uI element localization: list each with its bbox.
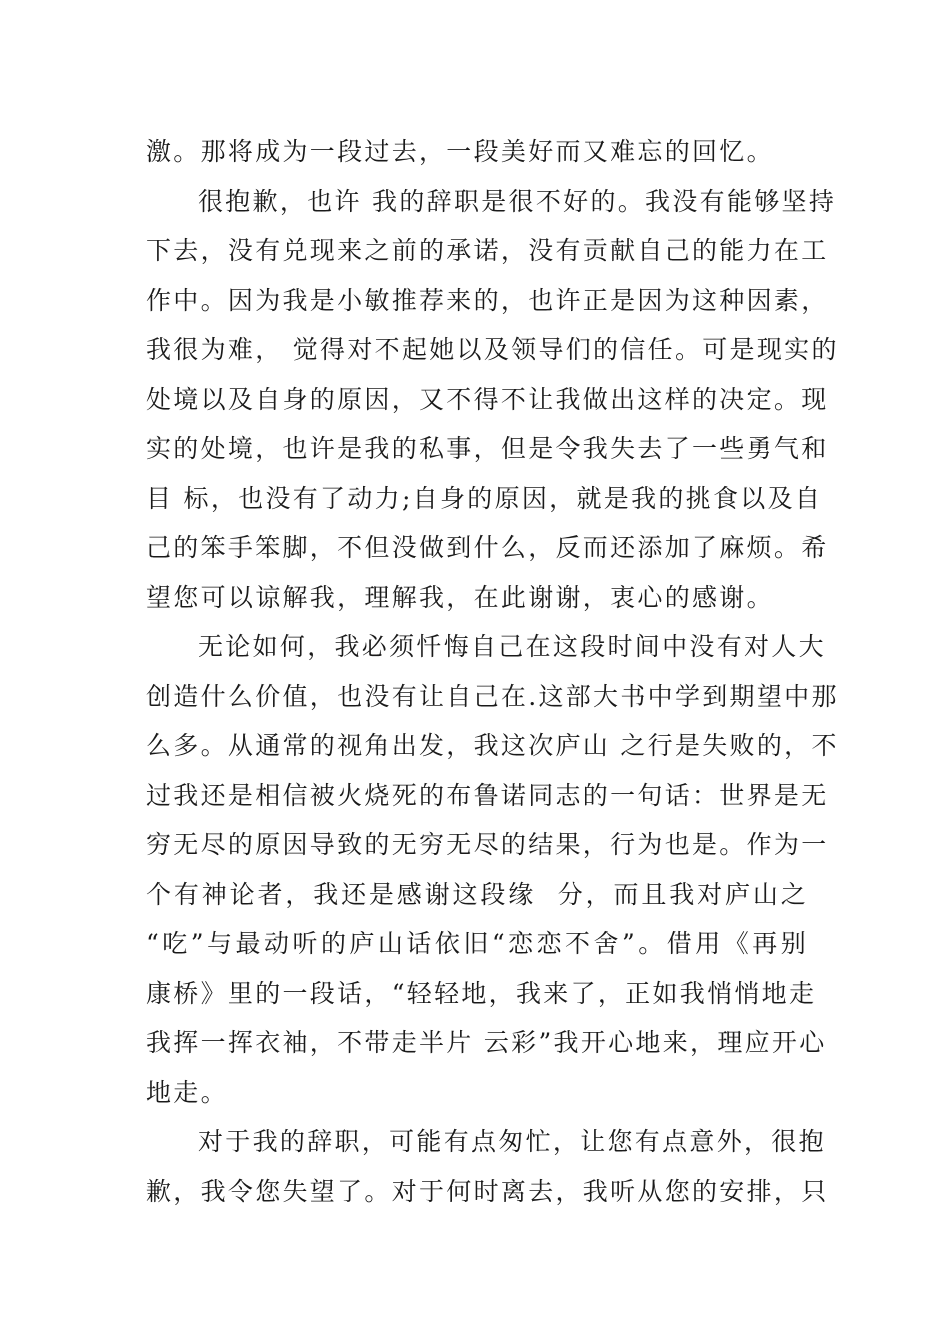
text-line: 实的处境，也许是我的私事，但是令我失去了一些勇气和 [146, 434, 829, 463]
text-line: 么多。从通常的视角出发，我这次庐山 之行是失败的，不 [146, 731, 839, 760]
text-line: 下去，没有兑现来之前的承诺，没有贡献自己的能力在工 [146, 236, 829, 265]
text-line: 创造什么价值，也没有让自己在.这部大书中学到期望中那 [146, 681, 839, 711]
text-line: 处境以及自身的原因，又不得不让我做出这样的决定。现 [146, 384, 829, 414]
text-line: “吃”与最动听的庐山话依旧“恋恋不舍”。借用《再别 [146, 929, 808, 958]
paragraph-first-line: 很抱歉，也许 我的辞职是很不好的。我没有能够坚持 [198, 186, 837, 216]
text-line: 我很为难， 觉得对不起她以及领导们的信任。可是现实的 [146, 335, 839, 364]
text-line: 歉，我令您失望了。对于何时离去，我听从您的安排，只 [146, 1176, 829, 1206]
text-line: 目 标，也没有了动力;自身的原因，就是我的挑食以及自 [146, 483, 823, 513]
text-line: 我挥一挥衣袖，不带走半片 云彩”我开心地来，理应开心 [146, 1028, 827, 1057]
text-line: 穷无尽的原因导致的无穷无尽的结果，行为也是。作为一 [146, 830, 829, 859]
text-line: 己的笨手笨脚，不但没做到什么，反而还添加了麻烦。希 [146, 533, 829, 562]
text-line: 激。那将成为一段过去，一段美好而又难忘的回忆。 [146, 137, 774, 166]
paragraph-last-line: 地走。 [146, 1077, 228, 1107]
paragraph-first-line: 无论如何，我必须忏悔自己在这段时间中没有对人大 [198, 632, 826, 661]
text-line: 个有神论者，我还是感谢这段缘 分，而且我对庐山之 [146, 879, 808, 909]
paragraph-last-line: 望您可以谅解我，理解我，在此谢谢，衷心的感谢。 [146, 582, 774, 612]
text-line: 作中。因为我是小敏推荐来的，也许正是因为这种因素， [146, 285, 829, 315]
text-line: 康桥》里的一段话，“轻轻地，我来了，正如我悄悄地走 [146, 978, 817, 1008]
document-body [146, 131, 839, 1220]
text-line: 过我还是相信被火烧死的布鲁诺同志的一句话：世界是无 [146, 780, 829, 810]
paragraph-first-line: 对于我的辞职，可能有点匆忙，让您有点意外，很抱 [198, 1127, 826, 1156]
